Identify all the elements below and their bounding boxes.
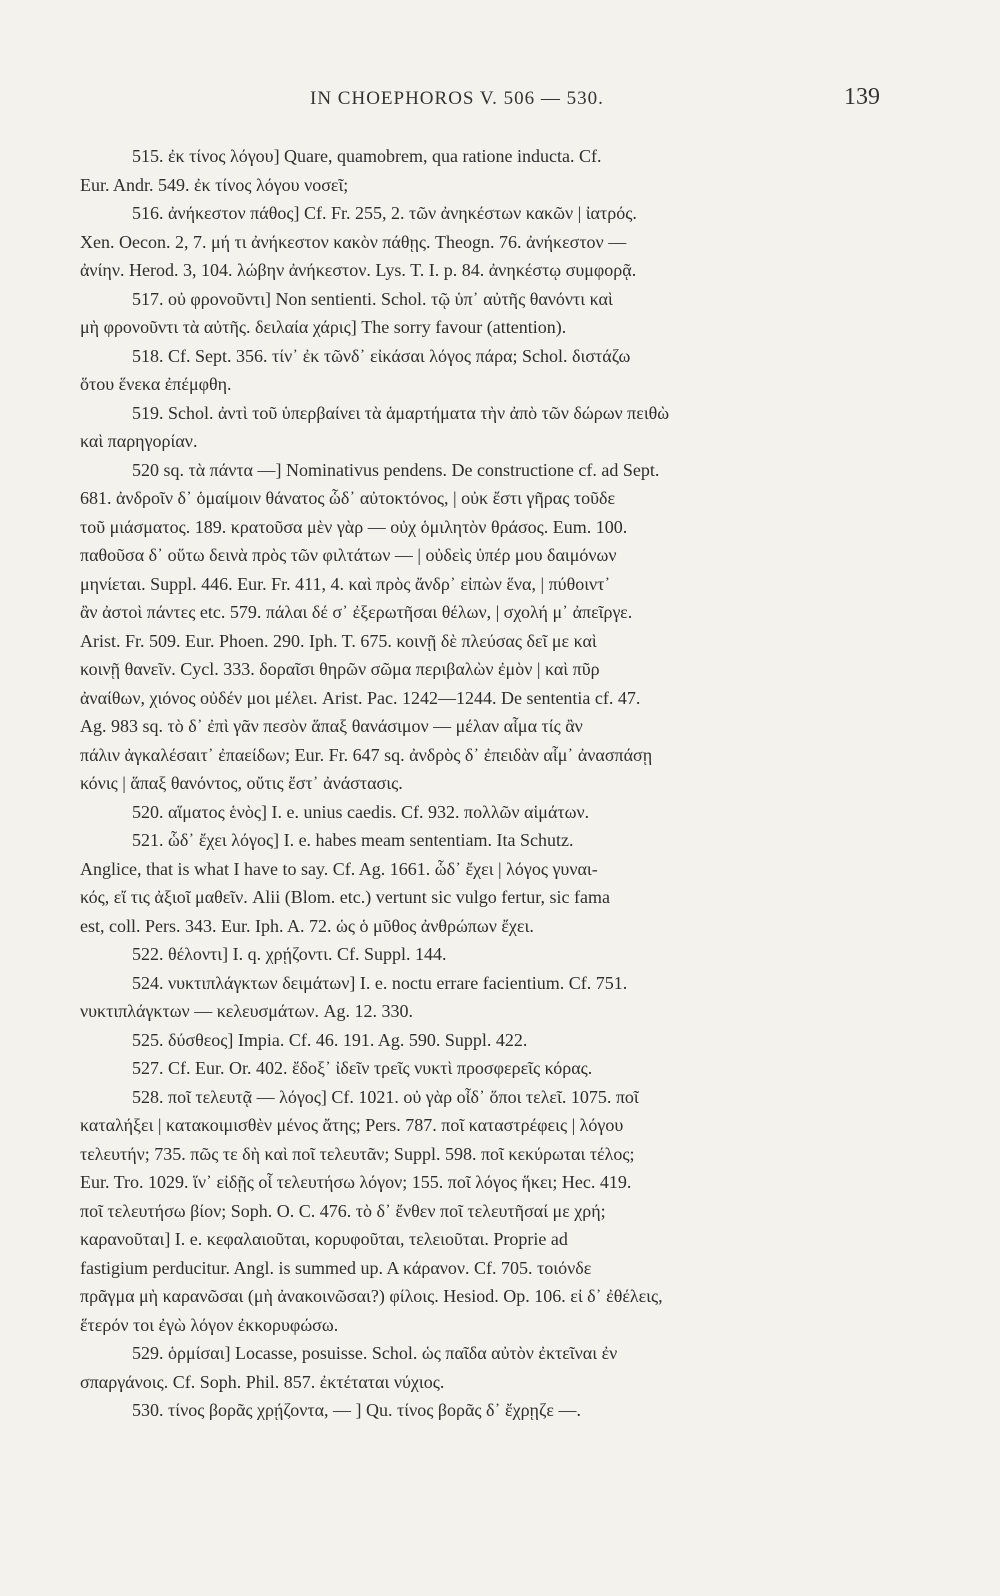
text-line: 529. ὁρμίσαι] Locasse, posuisse. Schol. ὡς παῖδα αὐτὸν ἐκτεῖναι ἐν	[132, 1343, 618, 1363]
text-line: 525. δύσθεος] Impia. Cf. 46. 191. Ag. 590. Suppl. 422.	[132, 1029, 528, 1050]
text-line: Arist. Fr. 509. Eur. Phoen. 290. Iph. T. 675. κοινῇ δὲ πλεύσας δεῖ με καὶ	[80, 630, 597, 651]
text-line: κόνις | ἅπαξ θανόντος, οὔτις ἔστ᾽ ἀνάστασις.	[80, 773, 403, 793]
text-line: Xen. Oecon. 2, 7. μή τι ἀνήκεστον κακὸν πάθῃς. Theogn. 76. ἀνήκεστον —	[80, 231, 627, 252]
text-line: ὅτου ἕνεκα ἐπέμφθη.	[80, 374, 232, 394]
text-line: 517. οὐ φρονοῦντι] Non sentienti. Schol. τῷ ὑπ᾽ αὐτῆς θανόντι καὶ	[132, 288, 613, 309]
text-line: μὴ φρονοῦντι τὰ αὐτῆς. δειλαία χάρις] The sorry favour (attention).	[80, 317, 567, 337]
text-line: est, coll. Pers. 343. Eur. Iph. A. 72. ὡς ὁ μῦθος ἀνθρώπων ἔχει.	[80, 915, 534, 936]
text-line: τοῦ μιάσματος. 189. κρατοῦσα μὲν γὰρ — οὐχ ὁμιλητὸν θράσος. Eum. 100.	[80, 516, 628, 537]
text-line: 527. Cf. Eur. Or. 402. ἔδοξ᾽ ἰδεῖν τρεῖς νυκτὶ προσφερεῖς κόρας.	[132, 1058, 593, 1078]
text-line: παθοῦσα δ᾽ οὕτω δεινὰ πρὸς τῶν φιλτάτων — | οὐδεὶς ὑπέρ μου δαιμόνων	[80, 545, 617, 565]
text-line: ποῖ τελευτήσω βίον; Soph. O. C. 476. τὸ δ᾽ ἔνθεν ποῖ τελευτῆσαί με χρή;	[80, 1200, 606, 1221]
text-line: Eur. Andr. 549. ἐκ τίνος λόγου νοσεῖ;	[80, 174, 349, 195]
text-line: σπαργάνοις. Cf. Soph. Phil. 857. ἐκτέταται νύχιος.	[80, 1371, 445, 1392]
text-line: 524. νυκτιπλάγκτων δειμάτων] I. e. noctu errare facientium. Cf. 751.	[132, 972, 628, 993]
text-line: πάλιν ἀγκαλέσαιτ᾽ ἐπαείδων; Eur. Fr. 647 sq. ἀνδρὸς δ᾽ ἐπειδὰν αἷμ᾽ ἀνασπάσῃ	[80, 744, 653, 765]
text-line: 528. ποῖ τελευτᾷ — λόγος] Cf. 1021. οὐ γὰρ οἶδ᾽ ὅποι τελεῖ. 1075. ποῖ	[132, 1086, 639, 1107]
text-line: Ag. 983 sq. τὸ δ᾽ ἐπὶ γᾶν πεσὸν ἅπαξ θανάσιμον — μέλαν αἷμα τίς ἂν	[80, 716, 583, 736]
text-line: καὶ παρηγορίαν.	[80, 431, 198, 451]
text-line: 518. Cf. Sept. 356. τίν᾽ ἐκ τῶνδ᾽ εἰκάσαι λόγος πάρα; Schol. διστάζω	[132, 345, 631, 366]
text-line: 521. ὧδ᾽ ἔχει λόγος] I. e. habes meam sententiam. Ita Schutz.	[132, 830, 574, 850]
text-line: νυκτιπλάγκτων — κελευσμάτων. Ag. 12. 330.	[80, 1001, 414, 1021]
page-number: 139	[844, 84, 880, 110]
text-line: τελευτήν; 735. πῶς τε δὴ καὶ ποῖ τελευτᾶν; Suppl. 598. ποῖ κεκύρωται τέλος;	[80, 1143, 635, 1164]
text-line: 519. Schol. ἀντὶ τοῦ ὑπερβαίνει τὰ ἁμαρτήματα τὴν ἀπὸ τῶν δώρων πειθὼ	[132, 402, 670, 423]
text-line: Anglice, that is what I have to say. Cf. Ag. 1661. ὧδ᾽ ἔχει | λόγος γυναι-	[80, 858, 598, 879]
text-line: 522. θέλοντι] I. q. χρῄζοντι. Cf. Suppl. 144.	[132, 944, 447, 964]
text-line: Eur. Tro. 1029. ἵν᾽ εἰδῇς οἷ τελευτήσω λόγον; 155. ποῖ λόγος ἥκει; Hec. 419.	[80, 1172, 632, 1192]
text-line: ἀνίην. Herod. 3, 104. λώβην ἀνήκεστον. Lys. T. I. p. 84. ἀνηκέστῳ συμφορᾷ.	[80, 260, 637, 280]
text-line: fastigium perducitur. Angl. is summed up. A κάρανον. Cf. 705. τοιόνδε	[80, 1257, 592, 1278]
text-line: ἀναίθων, χιόνος οὐδέν μοι μέλει. Arist. Pac. 1242—1244. De sententia cf. 47.	[80, 687, 641, 708]
text-line: πρᾶγμα μὴ καρανῶσαι (μὴ ἀνακοινῶσαι?) φίλοις. Hesiod. Op. 106. εἰ δ᾽ ἐθέλεις,	[80, 1286, 663, 1306]
text-line: καρανοῦται] I. e. κεφαλαιοῦται, κορυφοῦται, τελειοῦται. Proprie ad	[80, 1229, 568, 1249]
text-line: 530. τίνος βορᾶς χρῄζοντα, — ] Qu. τίνος βορᾶς δ᾽ ἔχρῃζε —.	[132, 1400, 581, 1420]
text-line: 516. ἀνήκεστον πάθος] Cf. Fr. 255, 2. τῶν ἀνηκέστων κακῶν | ἰατρός.	[132, 203, 637, 223]
text-line: ἂν ἀστοὶ πάντες etc. 579. πάλαι δέ σ᾽ ἐξερωτῆσαι θέλων, | σχολή μ᾽ ἀπεῖργε.	[80, 602, 633, 622]
text-line: κοινῇ θανεῖν. Cycl. 333. δοραῖσι θηρῶν σῶμα περιβαλὼν ἐμὸν | καὶ πῦρ	[80, 659, 600, 679]
text-line: καταλήξει | κατακοιμισθὲν μένος ἄτης; Pers. 787. ποῖ καταστρέφεις | λόγου	[80, 1115, 624, 1135]
running-head: IN CHOEPHOROS V. 506 — 530.	[310, 88, 604, 109]
commentary-body	[80, 142, 886, 1425]
text-line: 520. αἵματος ἑνὸς] I. e. unius caedis. Cf. 932. πολλῶν αἱμάτων.	[132, 801, 590, 822]
text-line: 515. ἐκ τίνος λόγου] Quare, quamobrem, qua ratione inducta. Cf.	[132, 146, 602, 166]
page-header	[90, 84, 890, 118]
text-line: κός, εἴ τις ἀξιοῖ μαθεῖν. Alii (Blom. etc.) vertunt sic vulgo fertur, sic fama	[80, 887, 610, 907]
text-line: 520 sq. τὰ πάντα —] Nominativus pendens. De constructione cf. ad Sept.	[132, 459, 660, 480]
text-line: μηνίεται. Suppl. 446. Eur. Fr. 411, 4. καὶ πρὸς ἄνδρ᾽ εἰπὼν ἕνα, | πύθοιντ᾽	[80, 573, 611, 594]
text-line: 681. ἀνδροῖν δ᾽ ὁμαίμοιν θάνατος ὧδ᾽ αὐτοκτόνος, | οὐκ ἔστι γῆρας τοῦδε	[80, 488, 616, 508]
text-line: ἕτερόν τοι ἐγὼ λόγον ἐκκορυφώσω.	[80, 1314, 339, 1335]
